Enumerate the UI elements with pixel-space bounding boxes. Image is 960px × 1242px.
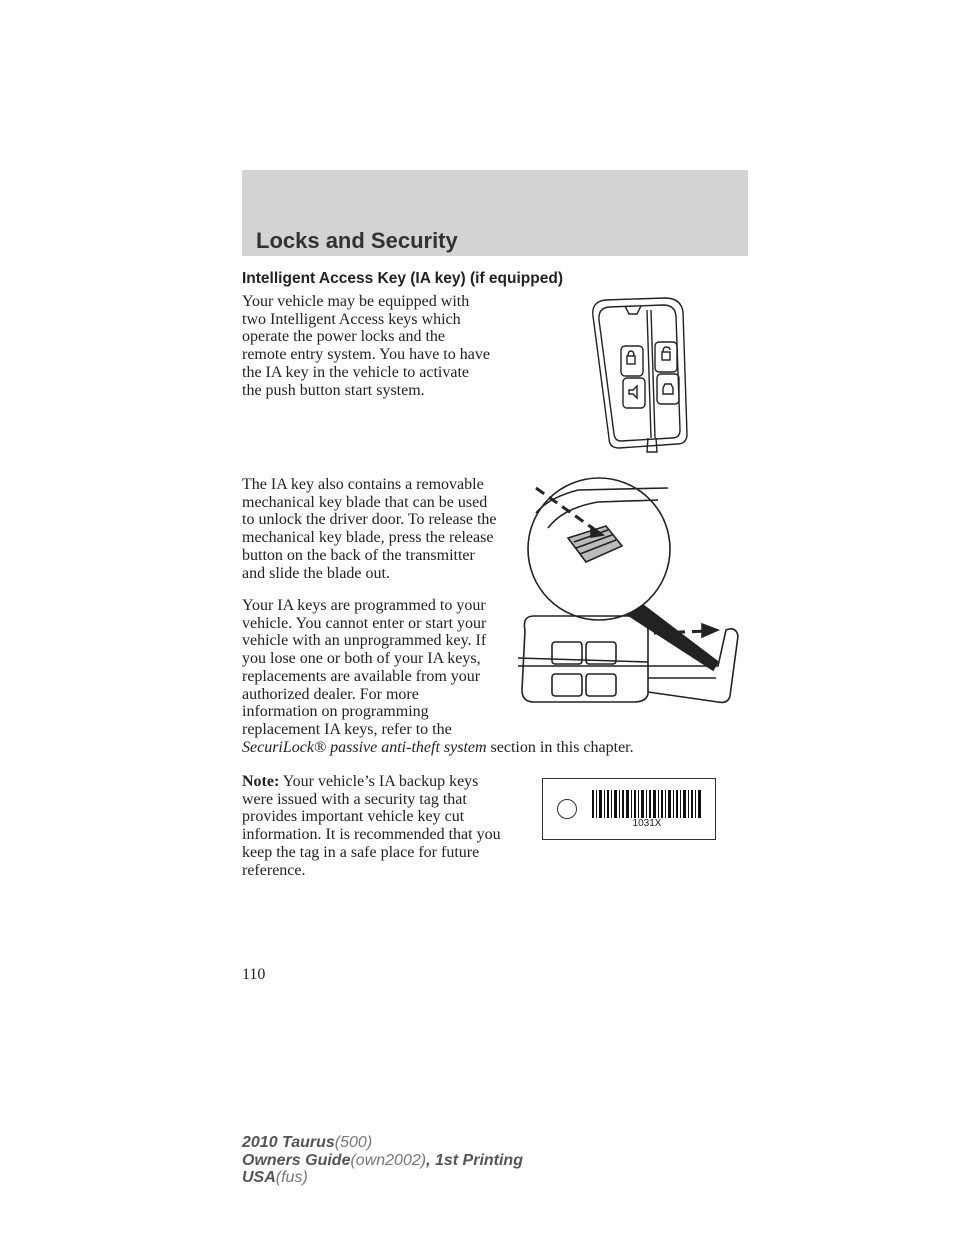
footer-line-2 bbox=[242, 1152, 523, 1170]
securilock-reference: SecuriLock® passive anti-theft system bbox=[242, 739, 487, 756]
barcode-icon bbox=[592, 790, 702, 818]
page-title: Locks and Security bbox=[256, 228, 458, 253]
note-label: Note: bbox=[242, 773, 280, 790]
footer-printing: , 1st Printing bbox=[426, 1151, 523, 1169]
reference-tail: section in this chapter. bbox=[486, 739, 634, 756]
paragraph-programming-reference bbox=[242, 739, 742, 757]
note-text: Your vehicle’s IA backup keys were issued with a security tag that provides important vehicle key cut information. It is recommended that you keep the tag in a safe place for future reference. bbox=[242, 773, 501, 879]
footer-guide-code: (own2002) bbox=[350, 1151, 427, 1169]
tag-code: 1031X bbox=[632, 818, 662, 829]
footer-line-3 bbox=[242, 1169, 523, 1187]
footer-region-code: (fus) bbox=[275, 1169, 308, 1186]
footer-model-code: (500) bbox=[334, 1134, 373, 1151]
ia-key-fob-illustration bbox=[585, 296, 695, 456]
footer-region: USA bbox=[242, 1169, 276, 1186]
security-tag-illustration bbox=[542, 778, 716, 840]
footer-guide: Owners Guide bbox=[242, 1151, 351, 1169]
section-heading: Intelligent Access Key (IA key) (if equipped) bbox=[242, 270, 563, 287]
footer-model: 2010 Taurus bbox=[242, 1134, 335, 1151]
footer-line-1 bbox=[242, 1134, 523, 1152]
tag-hole bbox=[557, 799, 577, 819]
paragraph-mechanical-key: The IA key also contains a removable mechanical key blade that can be used to unlock the driver door. To release the mechanical key blade, press the release button on the back of the transmitter and slide the blade out. bbox=[242, 476, 497, 582]
key-blade-release-illustration bbox=[508, 470, 744, 706]
paragraph-programming: Your IA keys are programmed to your vehicle. You cannot enter or start your vehicle with an unprogrammed key. If you lose one or both of your IA keys, replacements are available from your authorized dealer. For more information on programming replacement IA keys, refer to the bbox=[242, 597, 487, 738]
page-number: 110 bbox=[242, 966, 266, 983]
paragraph-ia-key-intro: Your vehicle may be equipped with two Intelligent Access keys which operate the power locks and the remote entry system. You have to have the IA key in the vehicle to activate the push button start system. bbox=[242, 293, 490, 399]
print-footer bbox=[242, 1134, 523, 1187]
paragraph-note bbox=[242, 773, 512, 879]
